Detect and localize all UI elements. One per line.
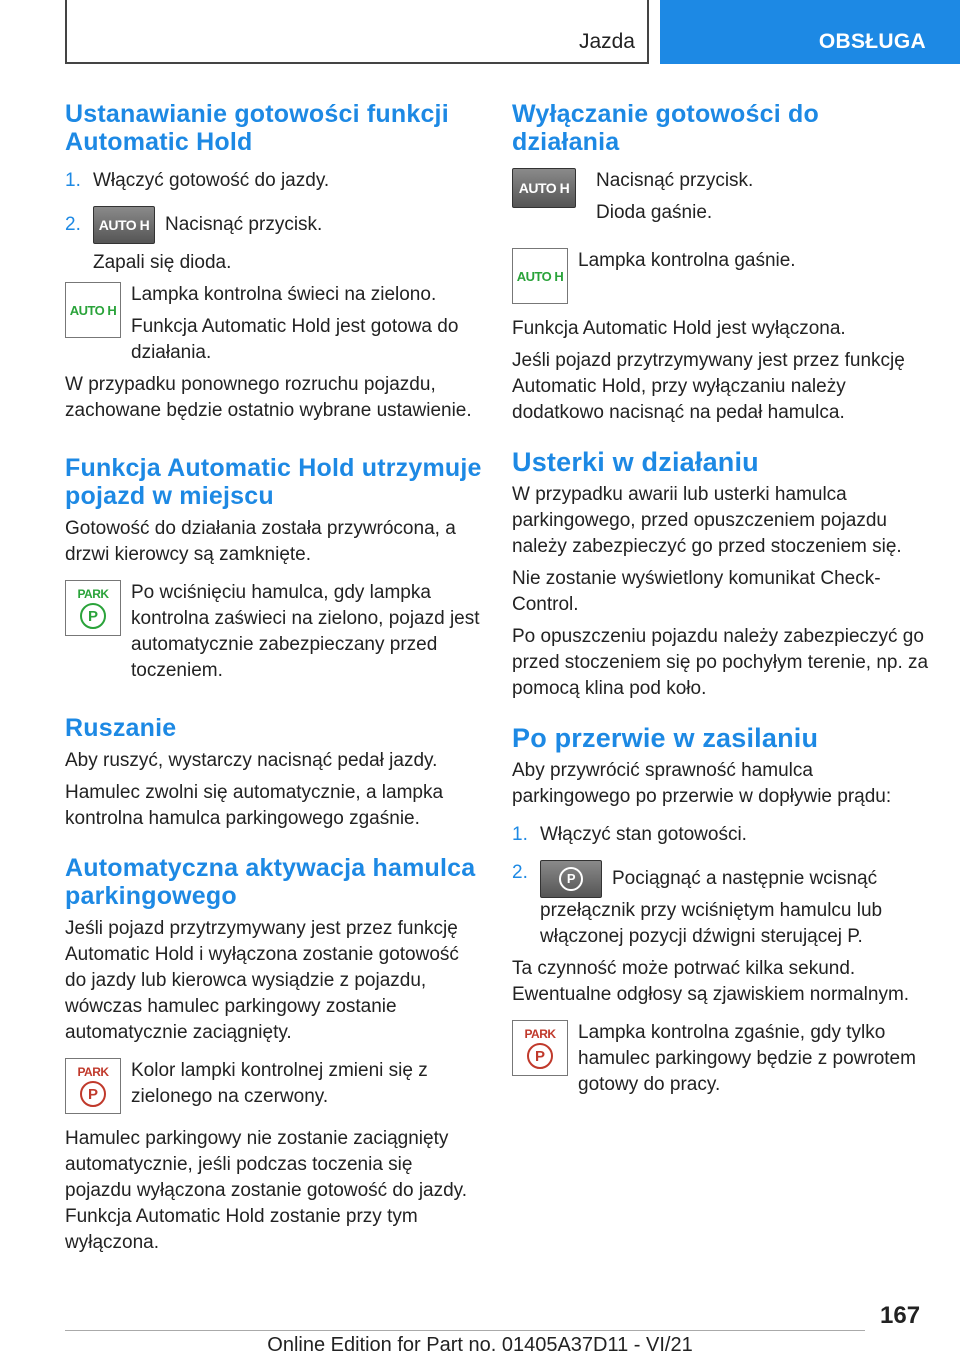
park-red-text: Kolor lampki kontrolnej zmieni się z zielonego na czerwony. xyxy=(131,1060,428,1107)
lamp-off-row xyxy=(512,248,932,304)
paragraph-start-2: Hamulec zwolni się automatycznie, a lampka kontrolna hamulca parkingowego zgaśnie. xyxy=(65,782,444,829)
left-column xyxy=(65,100,483,1256)
park-green-lamp-icon: PARK P xyxy=(65,580,121,636)
heading-start-off: Ruszanie xyxy=(65,714,177,742)
paragraph-brake-press: Jeśli pojazd przytrzymywany jest przez funkcję Automatic Hold, przy wyłączaniu należy dodatkowo nacisnąć na pedał hamulca. xyxy=(512,350,905,423)
paragraph-disabled: Funkcja Automatic Hold jest wyłączona. xyxy=(512,318,846,339)
lamp-green-text-b: Funkcja Automatic Hold jest gotowa do działania. xyxy=(131,316,459,363)
section-title: OBSŁUGA xyxy=(818,30,926,53)
parking-brake-switch-icon: P xyxy=(540,860,602,898)
heading-disable: Wyłączanie gotowości do działania xyxy=(512,100,819,156)
lamp-green-row xyxy=(65,282,483,366)
park-green-row xyxy=(65,580,483,684)
park-red-row xyxy=(65,1058,483,1114)
paragraph-ready: Gotowość do działania została przywrócona, a drzwi kierowcy są zamknięte. xyxy=(65,518,456,565)
park-ready-text: Lampka kontrolna zgaśnie, gdy tylko hamulec parkingowy będzie z powrotem gotowy do pracy. xyxy=(578,1022,916,1095)
heading-hold-vehicle: Funkcja Automatic Hold utrzymuje pojazd w miejscu xyxy=(65,454,482,510)
auto-h-button-icon: AUTO H xyxy=(512,168,576,208)
auto-h-lamp-icon: AUTO H xyxy=(65,282,121,338)
paragraph-malfunction-3: Po opuszczeniu pojazdu należy zabezpieczyć go przed stoczeniem się po pochyłym terenie, np. za pomocą klina pod koło. xyxy=(512,626,929,699)
park-red-lamp-icon: PARK P xyxy=(65,1058,121,1114)
chapter-title: Jazda xyxy=(578,30,635,53)
disable-text-a: Nacisnąć przycisk. xyxy=(596,170,754,191)
paragraph-auto-activation: Jeśli pojazd przytrzymywany jest przez funkcję Automatic Hold i wyłączona zostanie gotowość do jazdy lub kierowca wysiądzie z pojazdu, wówczas hamulec parkingowy zostanie automatycznie zaciągnięty. xyxy=(65,918,459,1043)
paragraph-malfunction-1: W przypadku awarii lub usterki hamulca parkingowego, przed opuszczeniem pojazdu należy zabezpieczyć go przed stoczeniem się. xyxy=(512,484,902,557)
paragraph-duration: Ta czynność może potrwać kilka sekund. Ewentualne odgłosy są zjawiskiem normalnym. xyxy=(512,958,910,1005)
lamp-green-text-a: Lampka kontrolna świeci na zielono. xyxy=(131,284,437,305)
lamp-off-text: Lampka kontrolna gaśnie. xyxy=(578,250,796,271)
right-column xyxy=(512,100,932,1098)
step-1: 1. Włączyć gotowość do jazdy. xyxy=(65,170,330,191)
header-chapter-box xyxy=(65,0,649,64)
disable-button-row xyxy=(512,168,932,226)
auto-h-lamp-off-icon: AUTO H xyxy=(512,248,568,304)
power-step-2: 2. P Pociągnąć a następnie wcisnąć przełącznik przy wciśniętym hamulcu lub włączonej pozycji dźwigni sterującej P. xyxy=(512,862,883,947)
header-section-box xyxy=(660,0,960,64)
park-red-lamp-icon: PARK P xyxy=(512,1020,568,1076)
heading-malfunctions: Usterki w działaniu xyxy=(512,447,759,477)
power-step-1: 1. Włączyć stan gotowości. xyxy=(512,824,747,845)
paragraph-power-interruption: Aby przywrócić sprawność hamulca parkingowego po przerwie w dopływie prądu: xyxy=(512,760,892,807)
footer-edition: Online Edition for Part no. 01405A37D11 - VI/21 xyxy=(267,1334,693,1356)
step-2: 2. AUTO H Nacisnąć przycisk. xyxy=(65,206,483,244)
page-number: 167 xyxy=(880,1302,921,1329)
paragraph-no-auto: Hamulec parkingowy nie zostanie zaciągnięty automatycznie, jeśli podczas toczenia się pojazdu wyłączona zostanie gotowość do jazdy. Funkcja Automatic Hold zostanie przy tym wyłączona. xyxy=(65,1128,468,1253)
paragraph-start-1: Aby ruszyć, wystarczy nacisnąć pedał jazdy. xyxy=(65,750,438,771)
step-2-note: Zapali się dioda. xyxy=(93,252,232,273)
park-green-text: Po wciśnięciu hamulca, gdy lampka kontrolna zaświeci na zielono, pojazd jest automatycznie zabezpieczany przed toczeniem. xyxy=(131,582,480,681)
heading-auto-activation: Automatyczna aktywacja hamulca parkingowego xyxy=(65,854,476,910)
paragraph-malfunction-2: Nie zostanie wyświetlony komunikat Check-Control. xyxy=(512,568,881,615)
disable-text-b: Dioda gaśnie. xyxy=(596,202,713,223)
paragraph-restart: W przypadku ponownego rozruchu pojazdu, zachowane będzie ostatnio wybrane ustawienie. xyxy=(65,374,472,421)
auto-h-button-icon: AUTO H xyxy=(93,206,155,244)
heading-power-interruption: Po przerwie w zasilaniu xyxy=(512,723,819,753)
park-red-row-2 xyxy=(512,1020,932,1098)
heading-enable-auto-hold: Ustanawianie gotowości funkcji Automatic Hold xyxy=(65,100,449,156)
footer-divider xyxy=(65,1330,865,1331)
